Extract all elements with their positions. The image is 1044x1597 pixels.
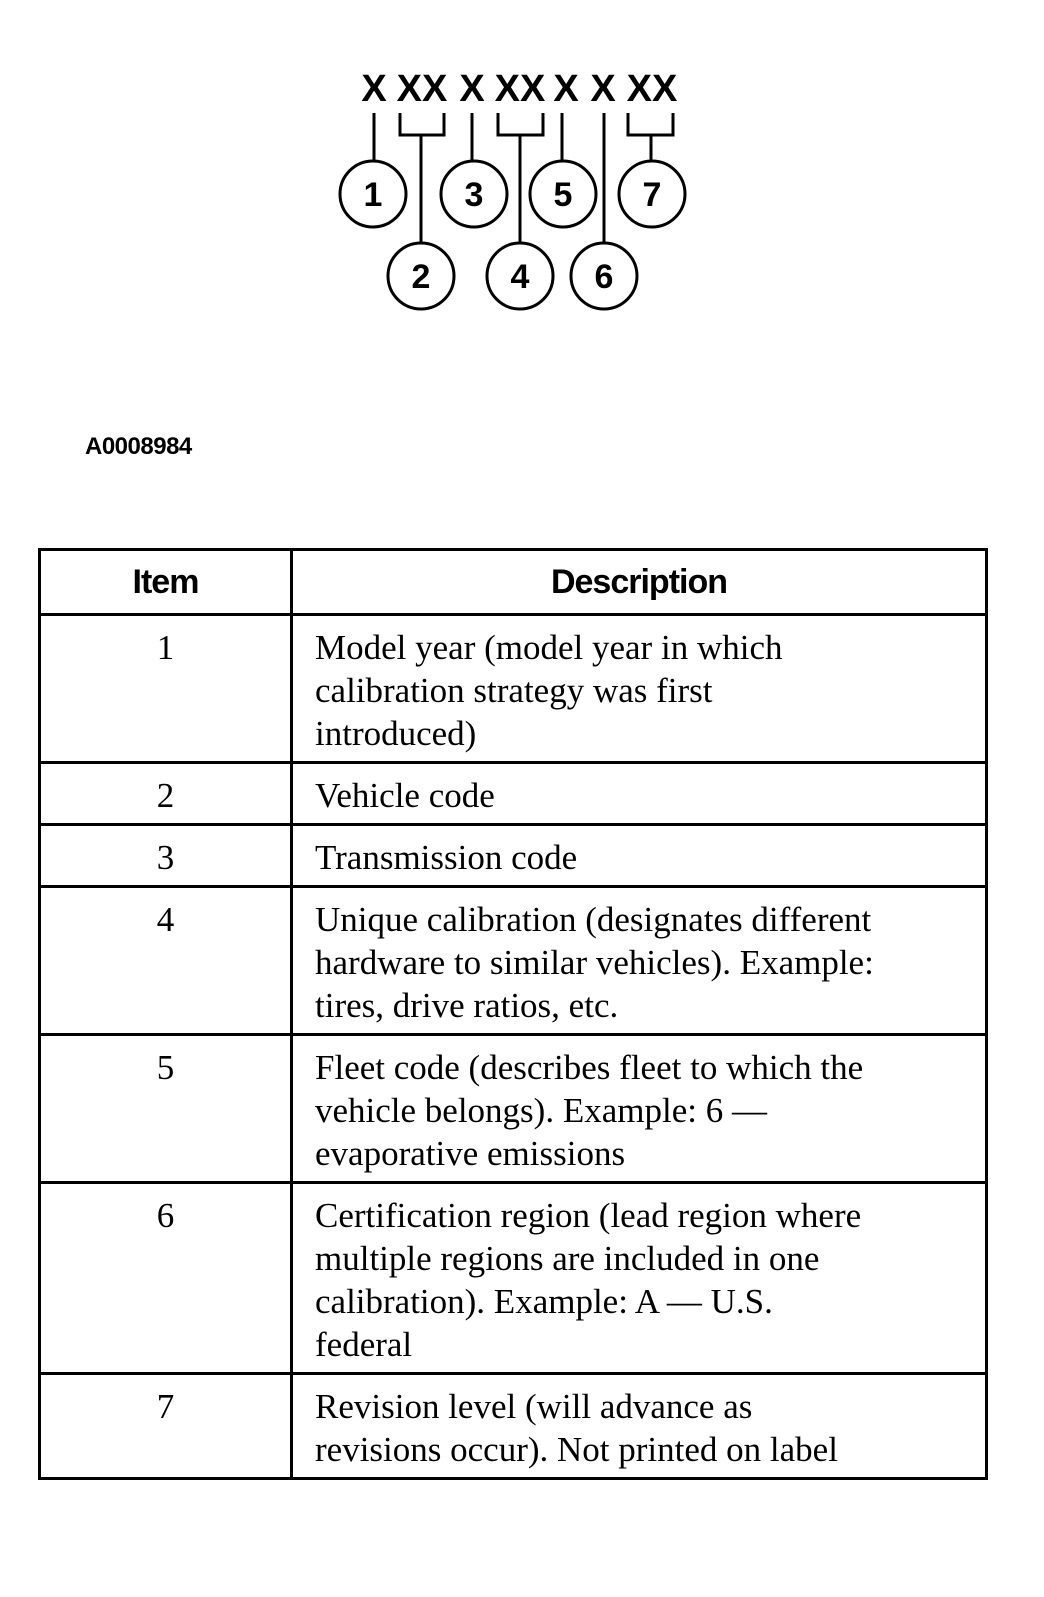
table-body [40, 615, 987, 1479]
calibration-code-diagram [0, 0, 1044, 330]
description-line: calibration strategy was first [315, 671, 713, 710]
table-row [40, 763, 987, 825]
callout-4 [487, 243, 553, 309]
description-cell [292, 1183, 987, 1374]
bracket-4 [498, 113, 543, 135]
description-line: tires, drive ratios, etc. [315, 986, 619, 1025]
item-number-cell: 1 [40, 615, 292, 763]
table-header-row [40, 550, 987, 615]
code-pattern [361, 68, 678, 110]
callout-5-number: 5 [553, 176, 573, 214]
description-line: multiple regions are included in one [315, 1239, 820, 1278]
description-line: evaporative emissions [315, 1134, 626, 1173]
description-cell [292, 825, 987, 887]
description-line: calibration). Example: A — U.S. [315, 1282, 773, 1321]
description-line: hardware to similar vehicles). Example: [315, 943, 874, 982]
description-line: Certification region (lead region where [315, 1196, 862, 1235]
bracket-7 [628, 113, 673, 135]
description-line: introduced) [315, 714, 477, 753]
callout-3-number: 3 [464, 176, 484, 214]
table-row [40, 1183, 987, 1374]
item-number-cell: 6 [40, 1183, 292, 1374]
callout-7-number: 7 [642, 176, 662, 214]
description-line: Model year (model year in which [315, 628, 783, 667]
callout-3 [441, 161, 507, 227]
description-column-header: Description [292, 550, 987, 615]
code-char-4: XX [494, 68, 546, 110]
table-row [40, 1035, 987, 1183]
callout-1-number: 1 [363, 176, 383, 214]
item-number-cell: 5 [40, 1035, 292, 1183]
description-cell [292, 1035, 987, 1183]
callout-6 [571, 243, 637, 309]
description-line: vehicle belongs). Example: 6 — [315, 1091, 767, 1130]
description-line: Vehicle code [315, 776, 495, 815]
description-line: federal [315, 1325, 413, 1364]
description-cell [292, 1374, 987, 1479]
item-number-cell: 4 [40, 887, 292, 1035]
callout-2 [388, 243, 454, 309]
code-char-1: X [361, 68, 387, 110]
item-description-table [38, 548, 988, 1480]
callout-5 [530, 161, 596, 227]
code-char-7: XX [626, 68, 678, 110]
code-char-3: X [459, 68, 485, 110]
code-char-2: XX [396, 68, 448, 110]
description-line: Unique calibration (designates different [315, 900, 872, 939]
table-row [40, 825, 987, 887]
description-cell [292, 615, 987, 763]
callout-1 [340, 161, 406, 227]
description-cell [292, 763, 987, 825]
callout-2-number: 2 [411, 258, 431, 296]
description-cell [292, 887, 987, 1035]
figure-id: A0008984 [85, 433, 192, 460]
item-number-cell: 3 [40, 825, 292, 887]
callout-4-number: 4 [510, 258, 530, 296]
code-char-6: X [590, 68, 616, 110]
code-char-5: X [553, 68, 579, 110]
description-line: revisions occur). Not printed on label [315, 1430, 838, 1469]
item-number-cell: 2 [40, 763, 292, 825]
bracket-2 [400, 113, 444, 135]
callout-7 [619, 161, 685, 227]
table-row [40, 1374, 987, 1479]
callout-circles [340, 161, 685, 309]
description-line: Fleet code (describes fleet to which the [315, 1048, 864, 1087]
table-row [40, 615, 987, 763]
description-line: Revision level (will advance as [315, 1387, 753, 1426]
item-number-cell: 7 [40, 1374, 292, 1479]
callout-6-number: 6 [594, 258, 614, 296]
description-line: Transmission code [315, 838, 578, 877]
item-column-header: Item [40, 550, 292, 615]
table-row [40, 887, 987, 1035]
